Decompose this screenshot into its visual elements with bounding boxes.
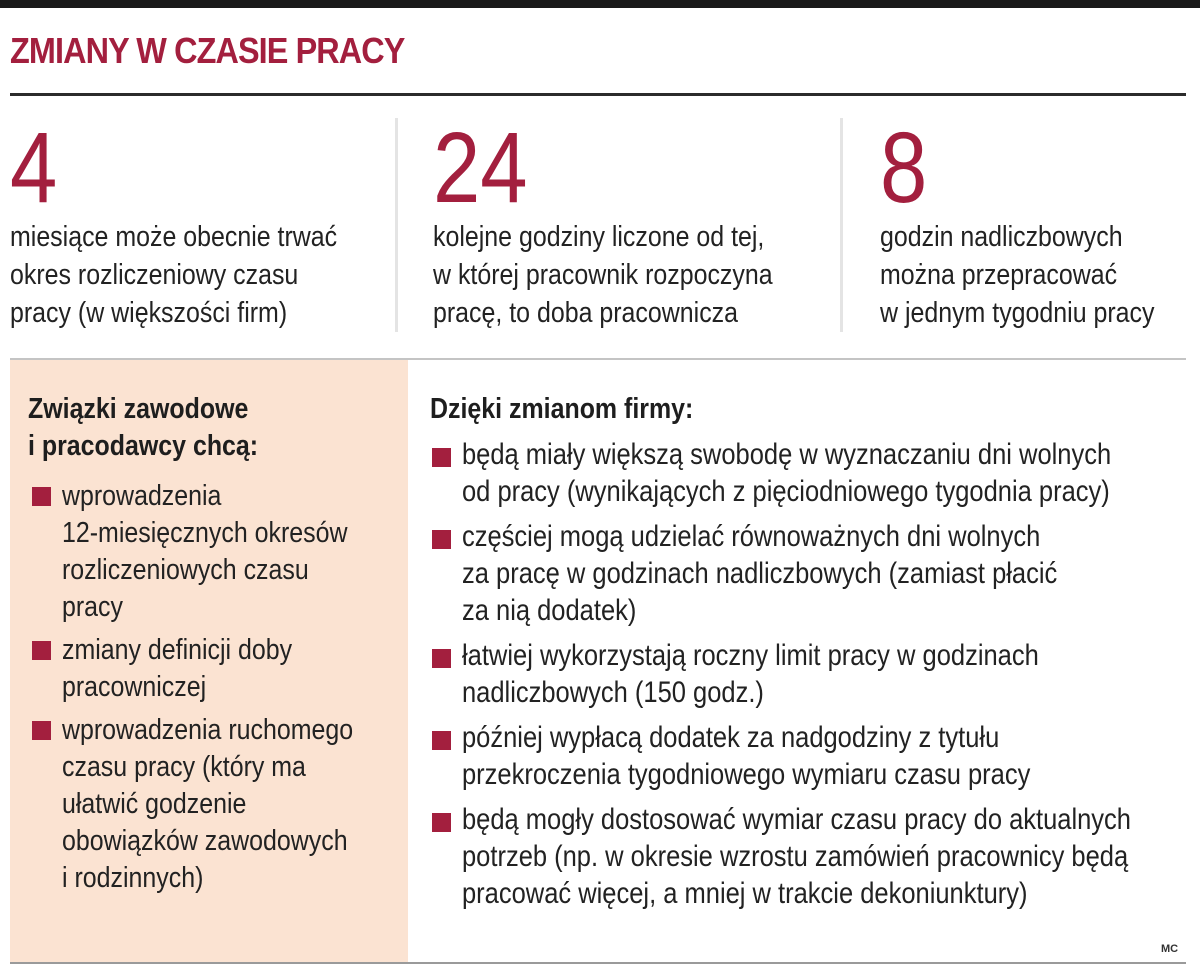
- list-item-text: łatwiej wykorzystają roczny limit pracy w godzinach nadliczbowych (150 godz.): [462, 639, 1039, 709]
- author-credit: MC: [1161, 943, 1179, 955]
- stat-block-3: [880, 112, 1190, 332]
- stat-description: kolejne godziny liczone od tej, w której pracownik rozpoczyna pracę, to doba pracownicza: [433, 221, 773, 329]
- right-panel-heading: Dzięki zmianom firmy:: [430, 393, 694, 425]
- square-bullet-icon: [432, 448, 451, 467]
- square-bullet-icon: [432, 731, 451, 750]
- list-item-text: będą mogły dostosować wymiar czasu pracy do aktualnych potrzeb (np. w okresie wzrostu zamówień pracownicy będą pracować więcej, a mniej w trakcie dekoniunktury): [462, 803, 1131, 910]
- list-item-text: później wypłacą dodatek za nadgodziny z tytułu przekroczenia tygodniowego wymiaru czasu pracy: [462, 721, 1031, 791]
- stat-number: 4: [10, 112, 58, 224]
- stat-description: godzin nadliczbowych można przepracować w jednym tygodniu pracy: [880, 221, 1155, 329]
- bottom-divider: [10, 962, 1186, 964]
- square-bullet-icon: [32, 641, 51, 660]
- top-bar: [0, 0, 1200, 8]
- list-item: [428, 518, 1198, 629]
- left-panel-heading: Związki zawodowe i pracodawcy chcą:: [28, 393, 259, 462]
- stat-block-1: [10, 112, 390, 332]
- list-item: [28, 478, 408, 626]
- page-title: ZMIANY W CZASIE PRACY: [10, 30, 405, 71]
- list-item: [428, 637, 1198, 711]
- square-bullet-icon: [32, 721, 51, 740]
- column-divider: [840, 118, 843, 332]
- square-bullet-icon: [432, 813, 451, 832]
- square-bullet-icon: [432, 530, 451, 549]
- list-item-text: zmiany definicji doby pracowniczej: [62, 634, 293, 703]
- list-item: [28, 712, 408, 897]
- list-item-text: wprowadzenia 12-miesięcznych okresów rozliczeniowych czasu pracy: [62, 480, 348, 623]
- stat-number: 24: [433, 112, 528, 224]
- left-bullet-list: [28, 478, 408, 903]
- stat-number: 8: [880, 112, 928, 224]
- list-item: [28, 632, 408, 706]
- stat-block-2: [433, 112, 833, 332]
- list-item-text: częściej mogą udzielać równoważnych dni wolnych za pracę w godzinach nadliczbowych (zamiast płacić za nią dodatek): [462, 520, 1058, 627]
- list-item-text: będą miały większą swobodę w wyznaczaniu dni wolnych od pracy (wynikających z pięciodniowego tygodnia pracy): [462, 438, 1112, 508]
- square-bullet-icon: [32, 487, 51, 506]
- stat-description: miesiące może obecnie trwać okres rozliczeniowy czasu pracy (w większości firm): [10, 221, 338, 329]
- title-divider: [10, 93, 1186, 96]
- right-bullet-list: [428, 436, 1198, 920]
- column-divider: [395, 118, 398, 332]
- list-item: [428, 801, 1198, 912]
- square-bullet-icon: [432, 649, 451, 668]
- list-item: [428, 436, 1198, 510]
- list-item: [428, 719, 1198, 793]
- list-item-text: wprowadzenia ruchomego czasu pracy (który ma ułatwić godzenie obowiązków zawodowych i rodzinnych): [62, 714, 354, 894]
